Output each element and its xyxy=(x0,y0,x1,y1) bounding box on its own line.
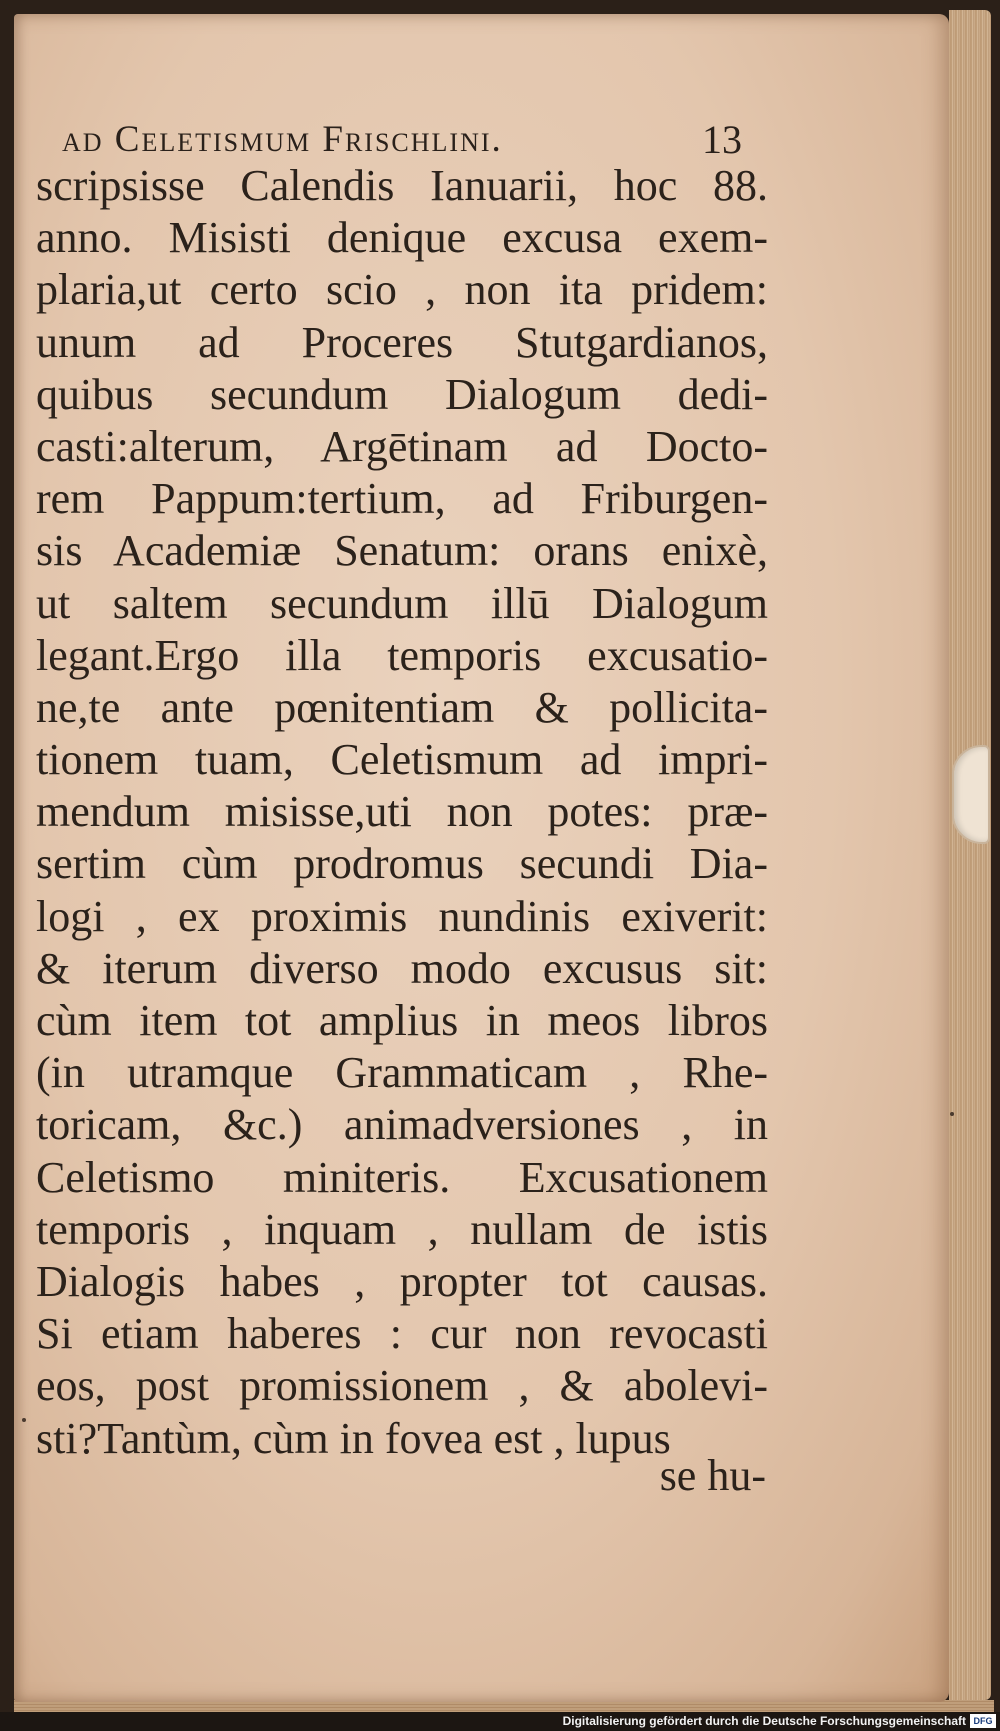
page-tab-marker xyxy=(952,745,990,844)
text-line: quibus secundum Dialogum dedi- xyxy=(36,369,768,419)
text-line: eos, post promissionem , & abolevi- xyxy=(36,1361,768,1411)
paper-speck xyxy=(22,1418,26,1422)
text-line: rem Pappum:tertium, ad Friburgen- xyxy=(36,474,768,524)
text-line: tionem tuam, Celetismum ad impri- xyxy=(36,735,768,785)
text-line: unum ad Proceres Stutgardianos, xyxy=(36,317,768,367)
text-line: ut saltem secundum illū Dialogum xyxy=(36,578,768,628)
text-line: mendum misisse,uti non potes: præ- xyxy=(36,787,768,837)
book-fore-edge xyxy=(949,10,991,1700)
footer-credit-text: Digitalisierung gefördert durch die Deutsche Forschungsgemeinschaft xyxy=(562,1714,966,1728)
text-line: temporis , inquam , nullam de istis xyxy=(36,1204,768,1254)
text-line: ne,te ante pœnitentiam & pollicita- xyxy=(36,682,768,732)
text-line: cùm item tot amplius in meos libros xyxy=(36,996,768,1045)
text-line: scripsisse Calendis Ianuarii, hoc 88. xyxy=(36,161,768,210)
digitization-footer xyxy=(0,1712,1000,1731)
dfg-logo-icon: DFG xyxy=(970,1714,996,1728)
text-line: anno. Misisti denique excusa exem- xyxy=(36,213,768,263)
text-line: casti:alterum, Argētinam ad Docto- xyxy=(36,421,768,471)
text-line: Celetismo miniteris. Excusationem xyxy=(36,1152,768,1202)
text-line: Si etiam haberes : cur non revocasti xyxy=(36,1309,768,1359)
text-line: sti?Tantùm, cùm in fovea est , lupus xyxy=(36,1413,671,1463)
page-number: 13 xyxy=(702,117,742,162)
paper-speck xyxy=(950,1112,954,1116)
catchword: se hu- xyxy=(659,1451,766,1500)
text-line: Dialogis habes , propter tot causas. xyxy=(36,1256,768,1306)
text-line: sis Academiæ Senatum: orans enixè, xyxy=(36,526,768,576)
running-head-title: ad Celetismum Frischlini. xyxy=(62,119,503,160)
text-line: toricam, &c.) animadversiones , in xyxy=(36,1100,768,1150)
text-line: (in utramque Grammaticam , Rhe- xyxy=(36,1048,768,1098)
text-line: plaria,ut certo scio , non ita pridem: xyxy=(36,265,768,315)
text-line: legant.Ergo illa temporis excusatio- xyxy=(36,630,768,680)
text-line: & iterum diverso modo excusus sit: xyxy=(36,943,768,993)
text-line: sertim cùm prodromus secundi Dia- xyxy=(36,839,768,889)
body-text xyxy=(36,160,768,1465)
text-line: logi , ex proximis nundinis exiverit: xyxy=(36,891,768,941)
running-head xyxy=(62,108,742,168)
